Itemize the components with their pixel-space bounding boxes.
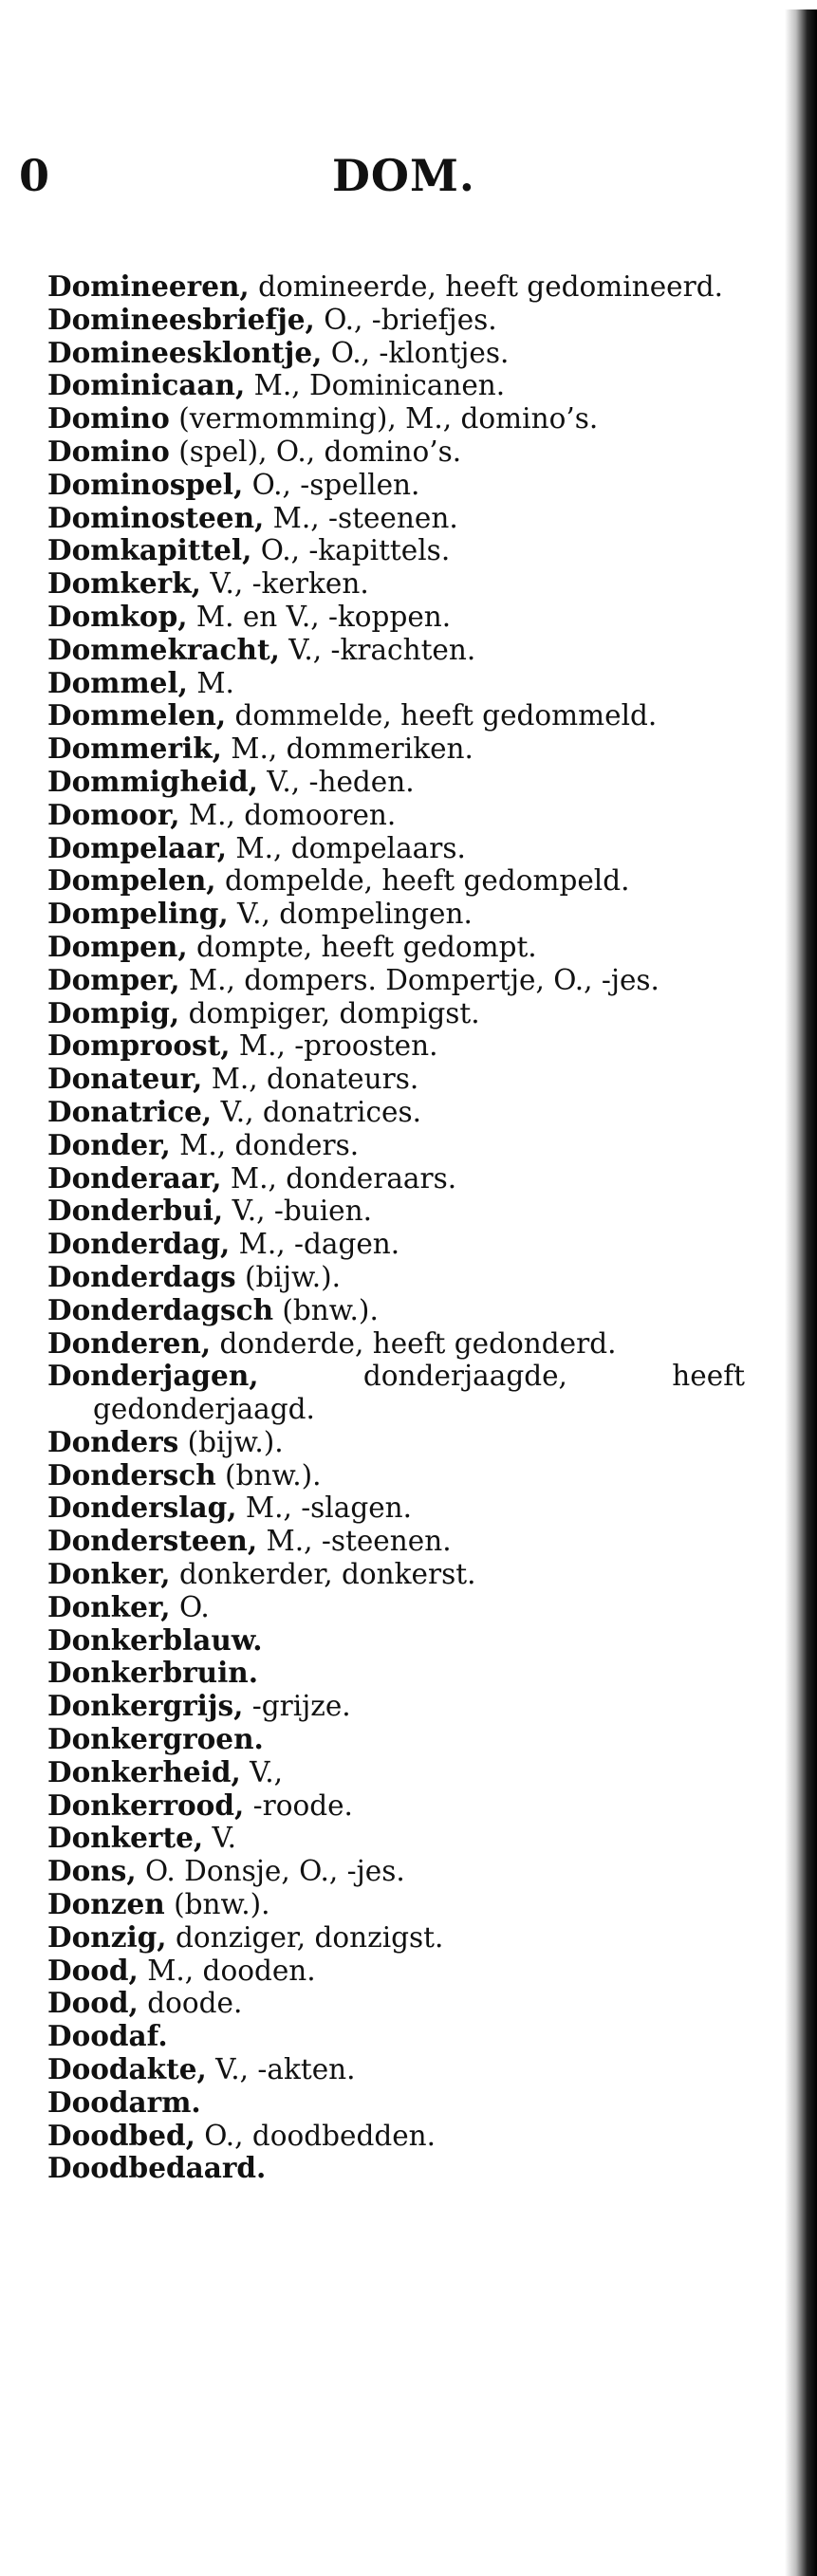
dictionary-entry [47, 1063, 745, 1096]
entry-definition: M., -proosten. [230, 1029, 438, 1063]
dictionary-entry [47, 732, 745, 766]
entry-definition: M., dommeriken. [221, 732, 473, 766]
entry-headword: Donderdags [47, 1259, 236, 1293]
entry-definition: V., -heden. [257, 765, 415, 798]
dictionary-entry [47, 898, 745, 931]
entry-headword: Dondersteen, [47, 1524, 258, 1558]
dictionary-entry [47, 2020, 745, 2053]
dictionary-entry [47, 1657, 745, 1690]
entry-headword: Donateur, [47, 1062, 203, 1096]
dictionary-entry [47, 931, 745, 964]
dictionary-entry [47, 402, 745, 436]
dictionary-entry [47, 766, 745, 799]
dictionary-entry [47, 270, 745, 304]
dictionary-entry [47, 1624, 745, 1658]
entry-headword: Domineesbriefje, [47, 302, 315, 336]
entry-headword: Donatrice, [47, 1094, 213, 1128]
dictionary-entry [47, 1955, 745, 1988]
entry-definition: V., -kerken. [200, 567, 369, 601]
dictionary-entry [47, 1921, 745, 1955]
entry-headword: Dominospel, [47, 467, 244, 501]
entry-definition: -roode. [244, 1788, 353, 1822]
entry-headword: Donders [47, 1424, 179, 1458]
entry-headword: Dominicaan, [47, 368, 246, 402]
entry-headword: Dood, [47, 1953, 139, 1987]
dictionary-entry [47, 1327, 745, 1361]
entry-definition: M., donders. [170, 1128, 360, 1161]
dictionary-entry [47, 1591, 745, 1624]
entry-headword: Donkergrijs, [47, 1689, 244, 1723]
entry-headword: Donderaar, [47, 1160, 222, 1195]
entry-definition: doode. [138, 1987, 243, 2020]
entry-headword: Dompig, [47, 995, 180, 1029]
entry-definition: O., -klontjes. [322, 336, 510, 369]
dictionary-entries [47, 270, 745, 2185]
dictionary-entry [47, 436, 745, 469]
entry-definition: V., -krachten. [279, 633, 476, 666]
entry-definition: O., -spellen. [243, 468, 420, 501]
dictionary-entry [47, 1855, 745, 1888]
entry-definition: V., [240, 1755, 284, 1788]
entry-definition: M., dooden. [138, 1954, 316, 1987]
entry-headword: Dondersch [47, 1457, 216, 1492]
entry-headword: Domproost, [47, 1029, 231, 1063]
dictionary-entry [47, 1756, 745, 1789]
entry-headword: Donderslag, [47, 1491, 237, 1525]
entry-definition: V. [203, 1822, 237, 1855]
entry-headword: Donker, [47, 1589, 171, 1623]
entry-headword: Doodbedaard. [47, 2151, 267, 2185]
entry-definition: (bnw.). [215, 1458, 322, 1492]
dictionary-entry [47, 864, 745, 898]
entry-headword: Donderen, [47, 1325, 212, 1360]
dictionary-entry [47, 2053, 745, 2086]
entry-definition: M. en V., -koppen. [187, 600, 452, 633]
entry-headword: Donderbui, [47, 1194, 224, 1228]
entry-headword: Dompelen, [47, 863, 216, 898]
entry-definition: M. [187, 666, 234, 699]
entry-definition: (bijw.). [235, 1260, 341, 1293]
entry-headword: Dompen, [47, 929, 188, 963]
entry-headword: Domkop, [47, 599, 188, 633]
page-number: 0 [19, 150, 50, 201]
dictionary-entry [47, 699, 745, 732]
dictionary-entry [47, 1096, 745, 1129]
entry-definition: M., -steenen. [257, 1525, 452, 1558]
dictionary-entry [47, 2152, 745, 2185]
entry-headword: Dommelen, [47, 698, 227, 732]
entry-headword: Dommekracht, [47, 632, 280, 666]
entry-definition: (bnw.). [273, 1293, 379, 1326]
entry-definition: V., donatrices. [212, 1095, 421, 1128]
dictionary-entry [47, 1129, 745, 1162]
entry-headword: Domper, [47, 962, 180, 996]
entry-headword: Doodakte, [47, 2052, 207, 2086]
entry-definition: M., domooren. [179, 798, 397, 831]
entry-headword: Donderdag, [47, 1227, 231, 1261]
dictionary-entry [47, 832, 745, 865]
dictionary-entry [47, 1558, 745, 1591]
entry-definition: (spel), O., domino’s. [169, 435, 462, 468]
dictionary-entry [47, 469, 745, 502]
dictionary-entry [47, 634, 745, 667]
dictionary-entry [47, 369, 745, 402]
entry-headword: Donkergroen. [47, 1722, 264, 1756]
entry-definition: (vermomming), M., domino’s. [169, 402, 599, 436]
entry-definition: O. Donsje, O., -jes. [136, 1855, 405, 1888]
entry-headword: Domineeren, [47, 269, 250, 303]
dictionary-entry [47, 964, 745, 997]
entry-headword: Donkerheid, [47, 1754, 241, 1788]
dictionary-entry [47, 337, 745, 370]
dictionary-entry [47, 1789, 745, 1823]
entry-definition: dompte, heeft gedompt. [187, 930, 537, 963]
entry-headword: Domkerk, [47, 566, 201, 601]
dictionary-entry [47, 1195, 745, 1228]
entry-headword: Domkapittel, [47, 533, 252, 567]
entry-definition: -grijze. [243, 1690, 351, 1723]
dictionary-entry [47, 502, 745, 535]
dictionary-entry [47, 997, 745, 1030]
entry-definition: M., dompelaars. [226, 831, 466, 864]
dictionary-entry [47, 1228, 745, 1261]
entry-definition: (bnw.). [164, 1888, 270, 1921]
entry-headword: Dommel, [47, 665, 188, 699]
dictionary-entry [47, 601, 745, 634]
entry-headword: Dood, [47, 1986, 139, 2020]
entry-definition: donkerder, donkerst. [170, 1558, 476, 1591]
dictionary-entry [47, 1360, 745, 1426]
entry-definition: M., -dagen. [230, 1228, 400, 1261]
page-binding-edge [785, 9, 817, 2576]
entry-headword: Donkerblauw. [47, 1622, 263, 1657]
entry-headword: Donder, [47, 1127, 171, 1161]
entry-definition: domineerde, heeft gedomineerd. [249, 270, 723, 303]
entry-headword: Dommigheid, [47, 764, 258, 798]
entry-headword: Domoor, [47, 797, 180, 831]
entry-definition: M., donateurs. [202, 1063, 419, 1096]
entry-definition: V., dompelingen. [228, 898, 473, 931]
entry-definition: donderjaagde, heeft gedonderjaagd. [93, 1360, 745, 1426]
entry-headword: Doodaf. [47, 2019, 168, 2053]
entry-definition: dommelde, heeft gedommeld. [226, 699, 658, 732]
dictionary-entry [47, 1690, 745, 1723]
entry-definition: M., Dominicanen. [245, 369, 506, 402]
dictionary-entry [47, 2120, 745, 2153]
running-head: DOM. [332, 150, 475, 201]
entry-definition: dompelde, heeft gedompeld. [215, 864, 630, 898]
entry-headword: Doodarm. [47, 2085, 201, 2119]
entry-headword: Donkerte, [47, 1821, 204, 1855]
entry-headword: Donzig, [47, 1919, 167, 1954]
dictionary-entry [47, 1987, 745, 2020]
entry-headword: Domino [47, 434, 170, 468]
entry-headword: Donkerbruin. [47, 1656, 258, 1690]
dictionary-entry [47, 1261, 745, 1294]
entry-headword: Domineesklontje, [47, 335, 323, 369]
dictionary-entry [47, 667, 745, 700]
dictionary-entry [47, 567, 745, 601]
dictionary-entry [47, 1723, 745, 1756]
entry-headword: Dommerik, [47, 732, 222, 766]
entry-definition: O. [170, 1590, 210, 1623]
dictionary-entry [47, 1162, 745, 1195]
entry-headword: Donderdagsch [47, 1292, 274, 1326]
entry-headword: Doodbed, [47, 2118, 195, 2152]
entry-headword: Donzen [47, 1887, 165, 1921]
entry-definition: donderde, heeft gedonderd. [211, 1326, 617, 1360]
entry-headword: Domino [47, 401, 170, 436]
dictionary-entry [47, 1029, 745, 1063]
entry-headword: Dominosteen, [47, 500, 265, 534]
dictionary-entry [47, 2086, 745, 2120]
dictionary-entry [47, 1426, 745, 1459]
dictionary-entry [47, 1294, 745, 1327]
entry-definition: V., -buien. [223, 1195, 372, 1228]
dictionary-entry [47, 304, 745, 337]
entry-definition: O., -kapittels. [251, 534, 451, 567]
entry-definition: O., -briefjes. [314, 303, 497, 336]
entry-definition: donziger, donzigst. [166, 1920, 444, 1954]
entry-definition: V., -akten. [206, 2053, 356, 2086]
entry-headword: Donderjagen, [47, 1359, 259, 1393]
dictionary-entry [47, 534, 745, 567]
dictionary-entry [47, 1459, 745, 1492]
entry-headword: Dompelaar, [47, 830, 227, 864]
entry-definition: M., donderaars. [221, 1161, 457, 1195]
entry-definition: (bijw.). [178, 1425, 284, 1458]
entry-definition: M., -steenen. [264, 501, 458, 534]
dictionary-entry [47, 1822, 745, 1855]
dictionary-entry [47, 1525, 745, 1558]
entry-definition: M., dompers. Dompertje, O., -jes. [179, 963, 659, 996]
entry-definition: M., -slagen. [236, 1492, 413, 1525]
entry-definition: O., doodbedden. [195, 2119, 436, 2152]
dictionary-entry [47, 1492, 745, 1525]
dictionary-entry [47, 1888, 745, 1921]
dictionary-entry [47, 799, 745, 832]
entry-definition: dompiger, dompigst. [179, 996, 480, 1029]
entry-headword: Dompeling, [47, 897, 229, 931]
entry-headword: Dons, [47, 1854, 137, 1888]
entry-headword: Donkerrood, [47, 1788, 245, 1822]
entry-headword: Donker, [47, 1557, 171, 1591]
